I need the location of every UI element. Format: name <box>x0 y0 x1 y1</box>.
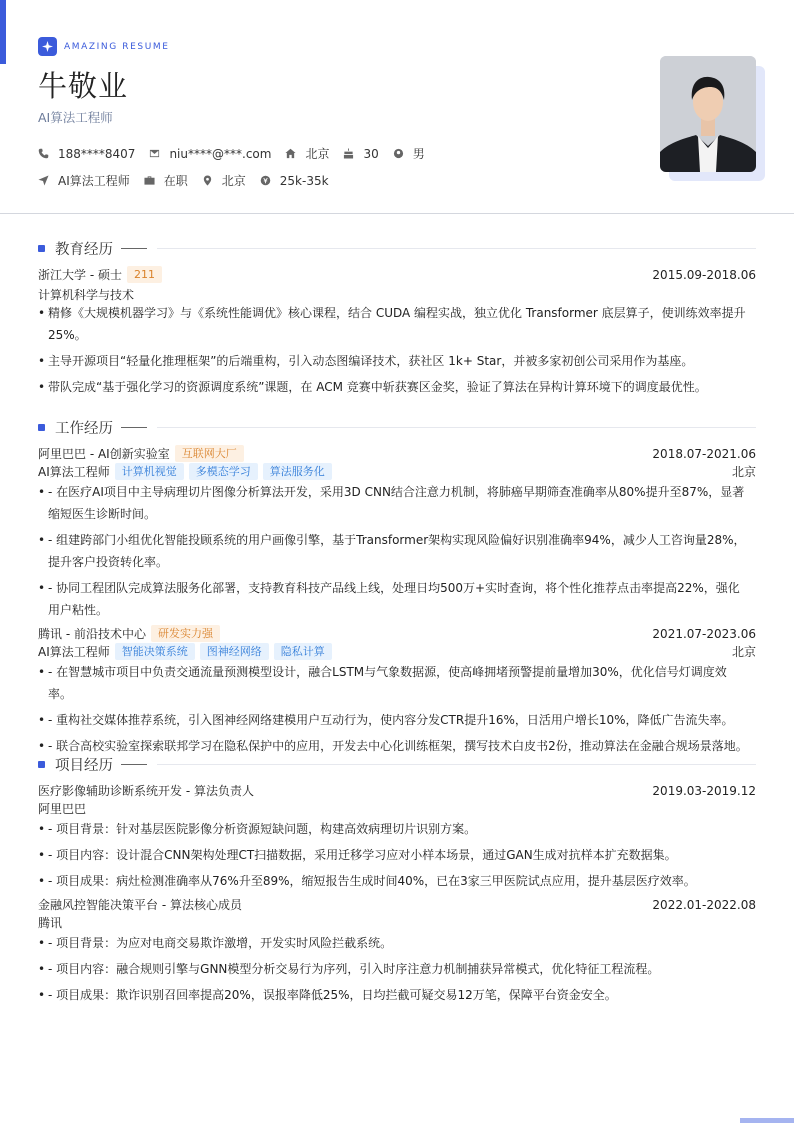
send-icon <box>38 175 49 186</box>
work-date: 2021.07-2023.06 <box>652 626 756 641</box>
skill-tag: 计算机视觉 <box>115 463 184 480</box>
status-text: 在职 <box>163 174 188 188</box>
home-icon <box>285 148 296 159</box>
school-tag: 211 <box>127 266 162 283</box>
school-name: 浙江大学 - 硕士 <box>38 268 122 282</box>
briefcase-icon <box>144 175 155 186</box>
section-marker <box>38 424 45 431</box>
project-entry-header <box>38 896 756 913</box>
email-text: niu****@***.com <box>169 146 272 161</box>
company-tag: 互联网大厂 <box>175 445 244 462</box>
job-role: AI算法工程师 <box>38 645 110 659</box>
salary-icon <box>260 175 271 186</box>
work-section-header <box>38 417 756 438</box>
work-role-row <box>38 643 756 660</box>
list-item: • - 项目成果：欺诈识别召回率提高20%，误报率降低25%，日均拦截可疑交易12万笔，保障平台资金安全。 <box>38 984 748 1006</box>
section-rule <box>157 248 756 249</box>
work-entry-header <box>38 445 756 462</box>
project-name: 金融风控智能决策平台 - 算法核心成员 <box>38 898 242 912</box>
salary-text: 25k-35k <box>279 173 329 188</box>
education-date: 2015.09-2018.06 <box>652 267 756 282</box>
list-item: • 精修《大规模机器学习》与《系统性能调优》核心课程，结合 CUDA 编程实战，独立优化 Transformer 底层算子，使训练效率提升 25%。 <box>38 302 748 346</box>
list-item: • - 项目内容：融合规则引擎与GNN模型分析交易行为序列，引入时序注意力机制捕获异常模式，优化特征工程流程。 <box>38 958 748 980</box>
city-text: 北京 <box>305 147 330 161</box>
company-name: 阿里巴巴 - AI创新实验室 <box>38 447 170 461</box>
status-item <box>144 172 188 189</box>
list-item: • - 项目内容：设计混合CNN架构处理CT扫描数据，采用迁移学习应对小样本场景，通过GAN生成对抗样本扩充数据集。 <box>38 844 748 866</box>
location-pin-icon <box>202 175 213 186</box>
education-section-title: 教育经历 <box>55 242 113 258</box>
list-item: • 带队完成“基于强化学习的资源调度系统”课题，在 ACM 竞赛中斩获赛区金奖，验证了算法在异构计算环境下的调度最优性。 <box>38 376 748 398</box>
gender-item <box>393 145 425 162</box>
gender-icon <box>393 148 404 159</box>
company-tag: 研发实力强 <box>151 625 220 642</box>
brand-text: AMAZING RESUME <box>64 41 170 52</box>
intent-position-text: AI算法工程师 <box>58 174 130 188</box>
contact-row <box>38 145 439 162</box>
project-date: 2019.03-2019.12 <box>652 783 756 798</box>
work-bullets <box>38 661 748 757</box>
project-entry-header <box>38 782 756 799</box>
intent-city-text: 北京 <box>221 174 246 188</box>
work-role-row <box>38 463 756 480</box>
list-item: • - 组建跨部门小组优化智能投顾系统的用户画像引擎，基于Transformer架构实现风险偏好识别准确率94%，减少人工咨询量28%，提升客户投资转化率。 <box>38 529 748 573</box>
list-item: • - 在智慧城市项目中负责交通流量预测模型设计，融合LSTM与气象数据源，使高峰拥堵预警提前量增加30%，优化信号灯调度效率。 <box>38 661 748 705</box>
section-rule <box>157 427 756 428</box>
section-divider <box>121 248 147 249</box>
mail-icon <box>149 148 160 159</box>
work-bullets <box>38 481 748 621</box>
section-divider <box>121 764 147 765</box>
work-date: 2018.07-2021.06 <box>652 446 756 461</box>
age-item <box>343 147 378 161</box>
section-rule <box>157 764 756 765</box>
project-name: 医疗影像辅助诊断系统开发 - 算法负责人 <box>38 784 254 798</box>
salary-item <box>260 174 329 188</box>
skill-tag: 多模态学习 <box>189 463 258 480</box>
sparkle-icon <box>38 37 57 56</box>
education-bullets <box>38 302 748 398</box>
education-entry-header <box>38 266 756 283</box>
education-section-header <box>38 238 756 259</box>
list-item: • - 协同工程团队完成算法服务化部署，支持教育科技产品线上线，处理日均500万+实时查询，将个性化推荐点击率提高22%，强化用户粘性。 <box>38 577 748 621</box>
candidate-name: 牛敬业 <box>38 69 129 103</box>
major: 计算机科学与技术 <box>38 288 135 302</box>
age-text: 30 <box>363 146 379 161</box>
list-item: • 主导开源项目“轻量化推理框架”的后端重构，引入动态图编译技术，获社区 1k+ Star，并被多家初创公司采用作为基座。 <box>38 350 748 372</box>
list-item: • - 项目成果：病灶检测准确率从76%升至89%，缩短报告生成时间40%，已在3家三甲医院试点应用，提升基层医疗效率。 <box>38 870 748 892</box>
profile-photo <box>660 56 756 172</box>
project-date: 2022.01-2022.08 <box>652 897 756 912</box>
list-item: • - 在医疗AI项目中主导病理切片图像分析算法开发，采用3D CNN结合注意力机制，将肺癌早期筛查准确率从80%提升至87%，显著缩短医生诊断时间。 <box>38 481 748 525</box>
skill-tag: 图神经网络 <box>200 643 269 660</box>
cake-icon <box>343 148 354 159</box>
resume-header <box>0 0 794 214</box>
skill-tag: 智能决策系统 <box>115 643 195 660</box>
company-name: 腾讯 - 前沿技术中心 <box>38 627 146 641</box>
candidate-title: AI算法工程师 <box>38 110 113 125</box>
section-divider <box>121 427 147 428</box>
intent-position-item <box>38 172 130 189</box>
work-entry-header <box>38 625 756 642</box>
job-city: 北京 <box>731 465 756 479</box>
section-marker <box>38 761 45 768</box>
project-section-header <box>38 754 756 775</box>
phone-item <box>38 147 135 161</box>
job-role: AI算法工程师 <box>38 465 110 479</box>
phone-text: 188****8407 <box>58 146 136 161</box>
project-section-title: 项目经历 <box>55 758 113 774</box>
list-item: • - 重构社交媒体推荐系统，引入图神经网络建模用户互动行为，使内容分发CTR提升16%，日活用户增长10%，降低广告流失率。 <box>38 709 748 731</box>
work-section-title: 工作经历 <box>55 421 113 437</box>
section-marker <box>38 245 45 252</box>
project-bullets <box>38 818 748 892</box>
list-item: • - 项目背景：针对基层医院影像分析资源短缺问题，构建高效病理切片识别方案。 <box>38 818 748 840</box>
bottom-accent-bar <box>740 1118 794 1123</box>
skill-tag: 算法服务化 <box>263 463 332 480</box>
brand <box>38 37 170 56</box>
list-item: • - 项目背景：为应对电商交易欺诈激增，开发实时风险拦截系统。 <box>38 932 748 954</box>
home-item <box>285 145 329 162</box>
skill-tag: 隐私计算 <box>274 643 332 660</box>
project-bullets <box>38 932 748 1006</box>
email-item <box>149 147 271 161</box>
job-intent-row <box>38 172 343 189</box>
intent-city-item <box>202 172 246 189</box>
gender-text: 男 <box>412 147 425 161</box>
phone-icon <box>38 148 49 159</box>
job-city: 北京 <box>731 645 756 659</box>
project-org: 腾讯 <box>38 916 63 930</box>
project-org: 阿里巴巴 <box>38 802 87 816</box>
list-item: • - 联合高校实验室探索联邦学习在隐私保护中的应用，开发去中心化训练框架，撰写技术白皮书2份，推动算法在金融合规场景落地。 <box>38 735 748 757</box>
